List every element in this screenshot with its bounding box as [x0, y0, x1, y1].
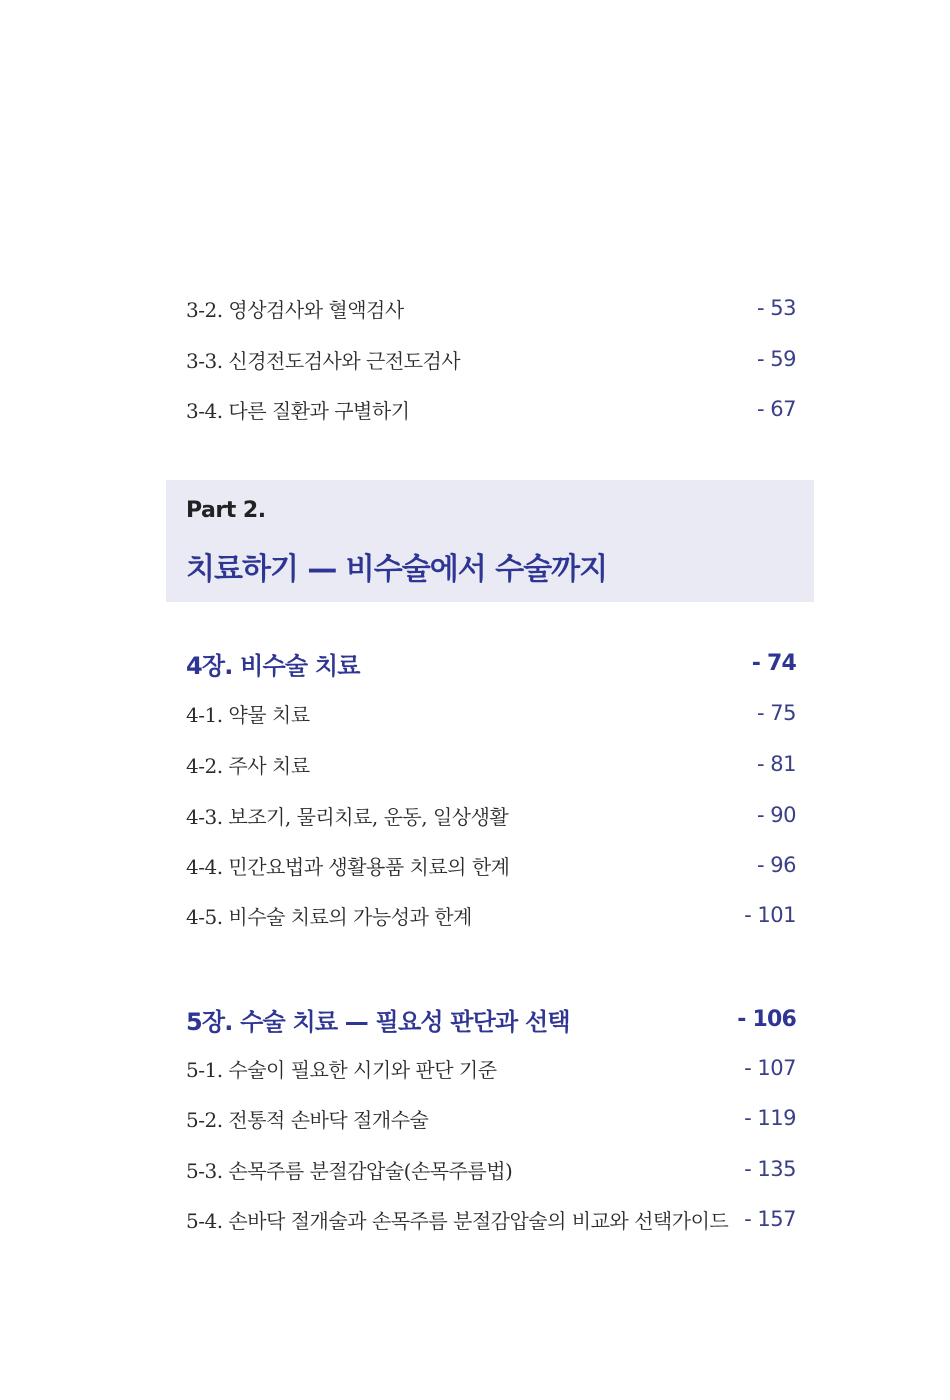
toc-entry[interactable] [186, 389, 796, 429]
toc-entry[interactable] [186, 744, 796, 784]
toc-entry[interactable] [186, 1199, 796, 1239]
toc-entry-page: - 90 [757, 803, 796, 827]
toc-entry-page: - 81 [757, 752, 796, 776]
chapter-heading-5[interactable] [186, 999, 796, 1039]
toc-entry-page: - 157 [744, 1207, 796, 1231]
chapter-page: - 74 [751, 650, 796, 676]
part-heading-box [166, 480, 814, 602]
toc-entry[interactable] [186, 1048, 796, 1088]
toc-entry-label: 5-4. 손바닥 절개술과 손목주름 분절감압술의 비교와 선택가이드 [186, 1208, 729, 1233]
toc-entry[interactable] [186, 845, 796, 885]
part-title: 치료하기 — 비수술에서 수술까지 [186, 552, 608, 587]
toc-entry-label: 4-4. 민간요법과 생활용품 치료의 한계 [186, 854, 510, 879]
toc-entry-label: 3-3. 신경전도검사와 근전도검사 [186, 348, 461, 373]
toc-entry[interactable] [186, 288, 796, 328]
toc-entry-label: 4-1. 약물 치료 [186, 702, 310, 727]
toc-entry-page: - 101 [744, 903, 796, 927]
chapter-heading-4[interactable] [186, 643, 796, 683]
toc-entry-label: 3-4. 다른 질환과 구별하기 [186, 398, 410, 423]
toc-entry-page: - 75 [757, 701, 796, 725]
toc-entry-label: 5-1. 수술이 필요한 시기와 판단 기준 [186, 1057, 497, 1082]
toc-entry[interactable] [186, 693, 796, 733]
toc-entry-label: 3-2. 영상검사와 혈액검사 [186, 297, 404, 322]
toc-entry-label: 4-5. 비수술 치료의 가능성과 한계 [186, 904, 472, 929]
chapter-title: 4장. 비수술 치료 [186, 651, 360, 680]
toc-entry-page: - 53 [757, 296, 796, 320]
toc-entry-label: 4-3. 보조기, 물리치료, 운동, 일상생활 [186, 804, 509, 829]
toc-entry[interactable] [186, 1098, 796, 1138]
toc-entry-label: 4-2. 주사 치료 [186, 753, 310, 778]
toc-entry-page: - 107 [744, 1056, 796, 1080]
part-label: Part 2. [186, 498, 266, 523]
toc-entry[interactable] [186, 795, 796, 835]
chapter-page: - 106 [737, 1006, 796, 1032]
toc-entry-page: - 96 [757, 853, 796, 877]
toc-entry-page: - 119 [744, 1106, 796, 1130]
chapter-title: 5장. 수술 치료 — 필요성 판단과 선택 [186, 1007, 570, 1036]
toc-entry[interactable] [186, 895, 796, 935]
toc-entry-page: - 67 [757, 397, 796, 421]
toc-entry-label: 5-3. 손목주름 분절감압술(손목주름법) [186, 1158, 513, 1183]
toc-entry[interactable] [186, 339, 796, 379]
toc-entry-label: 5-2. 전통적 손바닥 절개수술 [186, 1107, 429, 1132]
toc-entry-page: - 59 [757, 347, 796, 371]
toc-entry-page: - 135 [744, 1157, 796, 1181]
toc-entry[interactable] [186, 1149, 796, 1189]
